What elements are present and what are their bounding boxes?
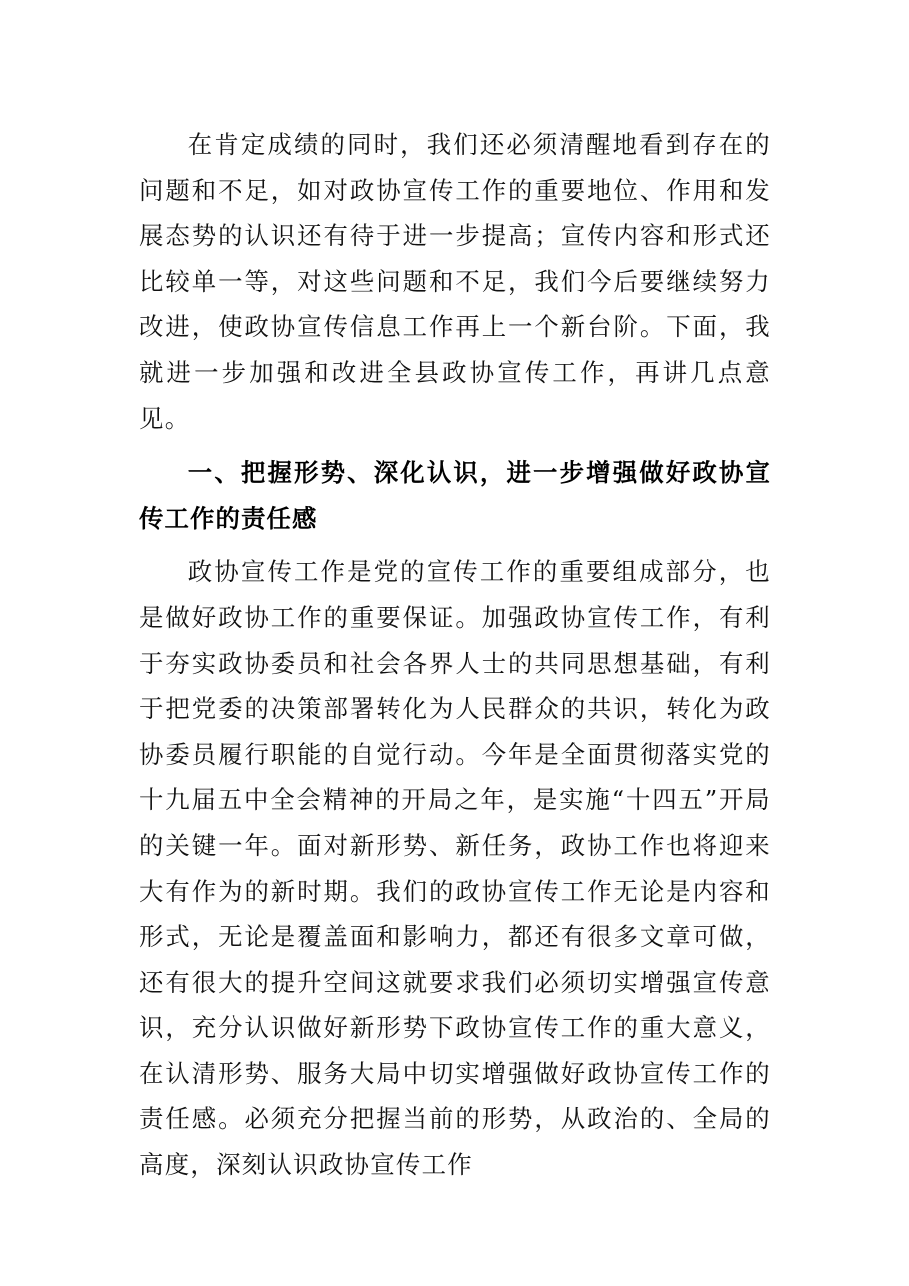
document-body <box>139 122 771 1188</box>
section-heading: 一、把握形势、深化认识，进一步增强做好政协宣传工作的责任感 <box>139 458 771 533</box>
body-paragraph: 政协宣传工作是党的宣传工作的重要组成部分，也是做好政协工作的重要保证。加强政协宣传工作，有利于夯实政协委员和社会各界人士的共同思想基础，有利于把党委的决策部署转化为人民群众的共识，转化为政协委员履行职能的自觉行动。今年是全面贯彻落实党的十九届五中全会精神的开局之年，是实施“十四五”开局的关键一年。面对新形势、新任务，政协工作也将迎来大有作为的新时期。我们的政协宣传工作无论是内容和形式，无论是覆盖面和影响力，都还有很多文章可做，还有很大的提升空间这就要求我们必须切实增强宣传意识，充分认识做好新形势下政协宣传工作的重大意义，在认清形势、服务大局中切实增强做好政协宣传工作的责任感。必须充分把握当前的形势，从政治的、全局的高度，深刻认识政协宣传工作 <box>139 557 771 1180</box>
paragraph-spacer <box>139 441 771 450</box>
body-paragraph: 在肯定成绩的同时，我们还必须清醒地看到存在的问题和不足，如对政协宣传工作的重要地位、作用和发展态势的认识还有待于进一步提高；宣传内容和形式还比较单一等，对这些问题和不足，我们今后要继续努力改进，使政协宣传信息工作再上一个新台阶。下面，我就进一步加强和改进全县政协宣传工作，再讲几点意见。 <box>139 130 771 433</box>
heading-spacer <box>139 541 771 549</box>
